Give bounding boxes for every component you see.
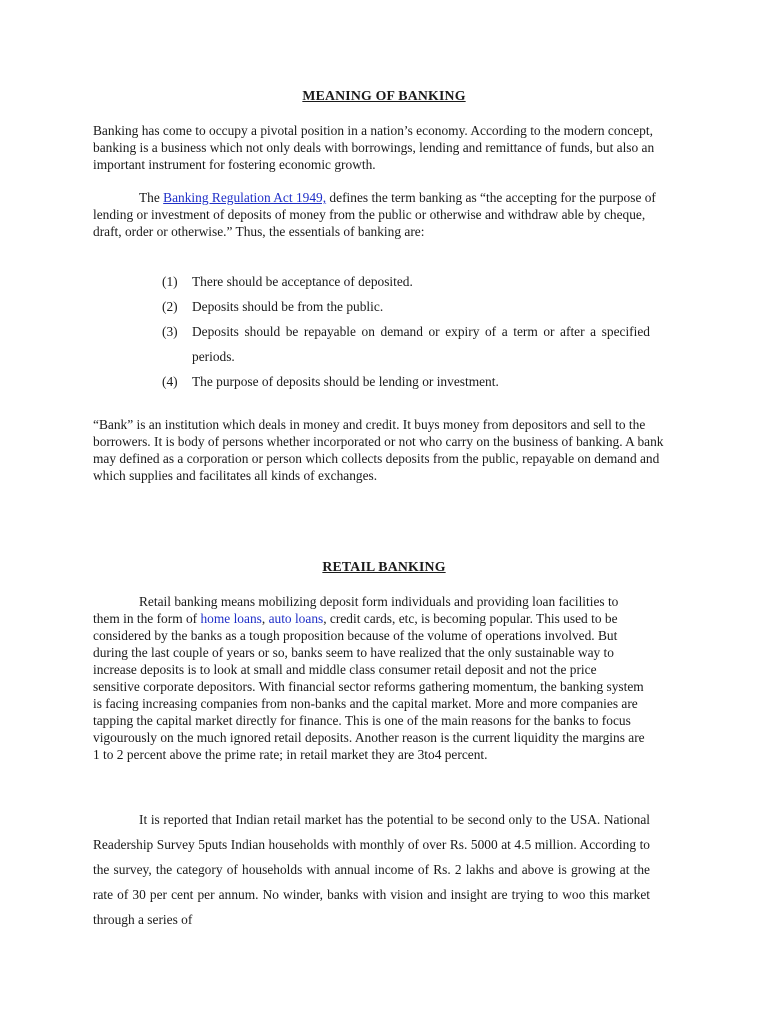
list-item xyxy=(162,269,650,294)
link-separator: , xyxy=(261,611,269,626)
essentials-list xyxy=(162,269,650,394)
banking-regulation-act-link[interactable]: Banking Regulation Act 1949, xyxy=(163,190,327,205)
list-item-number: (4) xyxy=(162,374,178,389)
home-loans-link[interactable]: home loans xyxy=(200,611,262,626)
heading-meaning-of-banking: MEANING OF BANKING xyxy=(302,88,466,103)
list-item-text: The purpose of deposits should be lending or investment. xyxy=(192,374,499,389)
heading-retail-banking: RETAIL BANKING xyxy=(322,559,446,574)
retail-lead-text: Retail banking means mobilizing deposit form individuals and providing loan facilities to them in the form of xyxy=(93,594,619,626)
list-item-number: (1) xyxy=(162,274,178,289)
list-item-number: (3) xyxy=(162,324,178,339)
banking-act-paragraph xyxy=(93,189,673,240)
auto-loans-link[interactable]: auto loans xyxy=(268,611,324,626)
list-item-text: Deposits should be from the public. xyxy=(192,299,384,314)
act-definition-text: defines the term banking as “the accepting for the purpose of lending or investment of deposits of money from the public or otherwise and withdraw able by cheque, draft, order or otherwise.” Thus, the essentials of banking are: xyxy=(93,190,656,239)
retail-body-text: , credit cards, etc, is becoming popular. This used to be considered by the banks as a tough proposition because of the volume of operations involved. But during the last couple of years or so, banks seem to have realized that the only sustainable way to increase deposits is to look at small and middle class consumer retail deposit and not the price sensitive corporate depositors. With financial sector reforms gathering momentum, the banking system is facing increasing companies from non-banks and the capital market. More and more companies are tapping the capital market directly for finance. This is one of the main reasons for the banks to focus vigourously on the much ignored retail deposits. Another reason is the current liquidity the margins are 1 to 2 percent above the prime rate; in retail market they are 3to4 percent. xyxy=(93,611,645,762)
list-item-text: Deposits should be repayable on demand or expiry of a term or after a specified periods. xyxy=(192,324,650,364)
bank-definition-paragraph: “Bank” is an institution which deals in money and credit. It buys money from depositors and sell to the borrowers. It is body of persons whether incorporated or not who carry on the business of banking. A bank may defined as a corporation or person which collects deposits from the public, repayable on demand and which supplies and facilitates all kinds of exchanges. xyxy=(93,417,664,483)
list-item-text: There should be acceptance of deposited. xyxy=(192,274,413,289)
list-item xyxy=(162,294,650,319)
list-item xyxy=(162,369,650,394)
indian-retail-market-paragraph: It is reported that Indian retail market has the potential to be second only to the USA. National Readership Survey 5puts Indian households with monthly of over Rs. 5000 at 4.5 million. According to the survey, the category of households with annual income of Rs. 2 lakhs and above is growing at the rate of 30 per cent per annum. No winder, banks with vision and insight are trying to woo this market through a series of xyxy=(93,812,650,927)
intro-paragraph: Banking has come to occupy a pivotal position in a nation’s economy. According to the modern concept, banking is a business which not only deals with borrowings, lending and remittance of funds, but also an important instrument for fostering economic growth. xyxy=(93,123,655,172)
list-item-number: (2) xyxy=(162,299,178,314)
list-item xyxy=(162,319,650,369)
retail-banking-paragraph xyxy=(93,593,645,763)
act-lead-text: The xyxy=(139,190,164,205)
